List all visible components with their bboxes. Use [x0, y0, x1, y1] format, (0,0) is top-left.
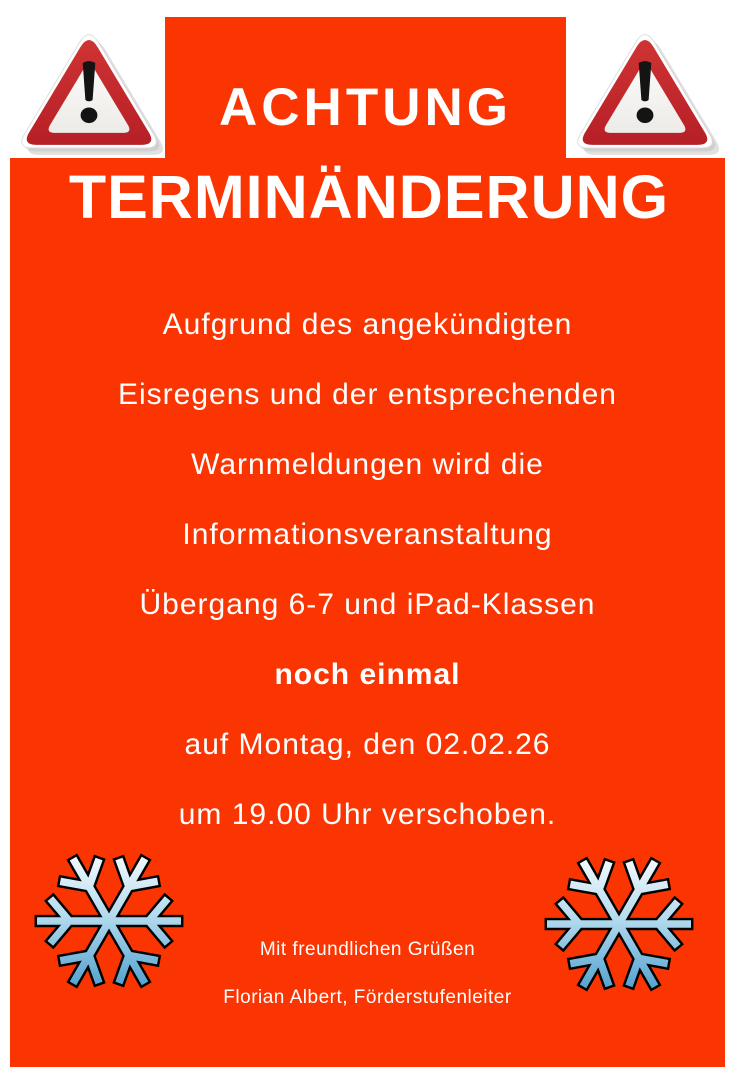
announcement-body	[10, 290, 725, 850]
body-line: Informationsveranstaltung	[182, 518, 553, 551]
signature-block	[10, 926, 725, 1022]
body-line: Aufgrund des angekündigten	[162, 308, 573, 341]
body-line: Eisregens und der entsprechenden	[118, 378, 617, 411]
signature-name: Florian Albert, Förderstufenleiter	[223, 987, 512, 1008]
body-line-emphasis: noch einmal	[274, 658, 461, 691]
warning-triangle-icon	[570, 24, 720, 155]
warning-triangle-icon	[14, 24, 164, 155]
body-line: Übergang 6-7 und iPad-Klassen	[139, 588, 596, 621]
signature-greeting: Mit freundlichen Grüßen	[259, 939, 476, 960]
headline-achtung: ACHTUNG	[219, 78, 512, 137]
body-line: auf Montag, den 02.02.26	[184, 728, 551, 761]
headline-terminaenderung: TERMINÄNDERUNG	[68, 163, 670, 231]
body-line: Warnmeldungen wird die	[191, 448, 544, 481]
body-line: um 19.00 Uhr verschoben.	[178, 798, 557, 831]
